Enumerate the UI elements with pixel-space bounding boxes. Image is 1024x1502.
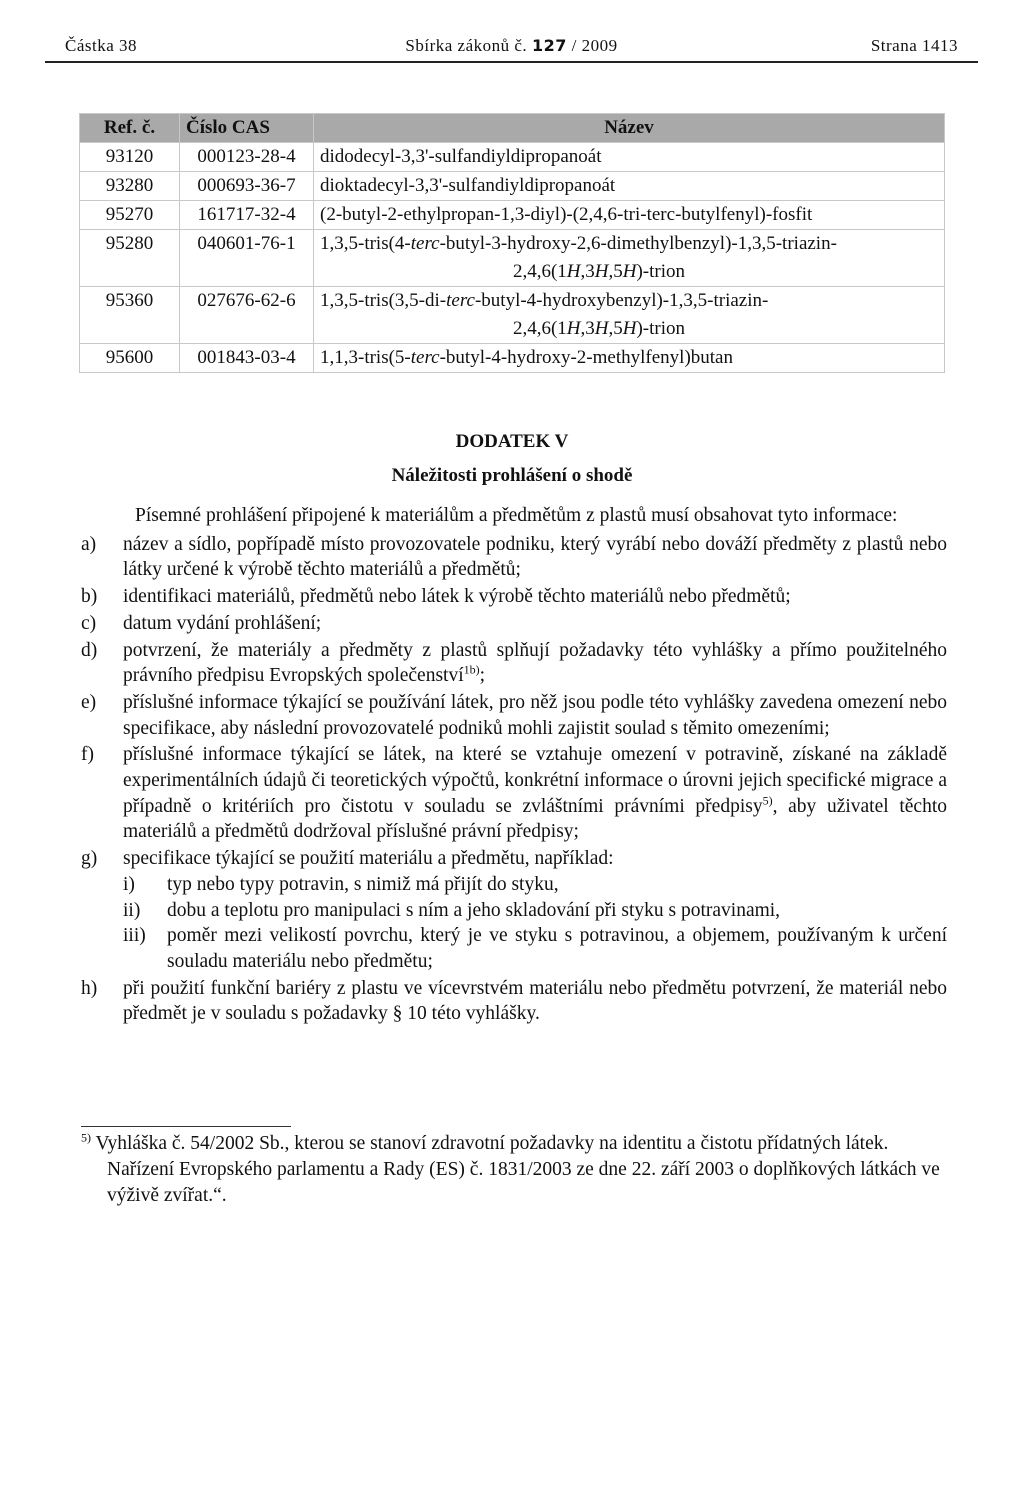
name-part: ,5 [608, 318, 623, 339]
cas-cell: 027676-62-6 [180, 287, 314, 344]
name-part: ,3 [580, 318, 595, 339]
name-part: 1,3,5-tris(3,5-di- [320, 290, 447, 311]
ref-cell: 95270 [80, 201, 180, 230]
name-italic: terc [410, 233, 440, 254]
footnote-rule [81, 1126, 291, 1127]
name-part: 2,4,6(1 [512, 318, 567, 339]
name-italic: H [594, 318, 609, 339]
name-cell [314, 344, 945, 373]
item-text: příslušné informace týkající se používání látek, pro něž jsou podle této vyhlášky zavedena omezení nebo specifikace, aby následní provozovatelé podniků mohli zajistit soulad s těmito omezeními; [123, 691, 947, 739]
ref-cell: 93280 [80, 172, 180, 201]
page-header [45, 32, 978, 62]
header-year: / 2009 [571, 36, 618, 55]
name-part: 1,3,5-tris(4- [320, 233, 411, 254]
header-part-number: Částka 38 [65, 36, 138, 55]
table-header-row [80, 114, 945, 143]
intro-paragraph: Písemné prohlášení připojené k materiálům a předmětům z plastů musí obsahovat tyto informace: [135, 505, 898, 526]
item-text: identifikaci materiálů, předmětů nebo látek k výrobě těchto materiálů nebo předmětů; [123, 586, 791, 608]
list-item [81, 976, 947, 1027]
item-text: datum vydání prohlášení; [123, 612, 322, 634]
cas-cell: 161717-32-4 [180, 201, 314, 230]
name-part: )-trion [636, 318, 686, 339]
table-row [80, 201, 945, 230]
table-row [80, 172, 945, 201]
item-label: a) [81, 533, 97, 555]
item-label: b) [81, 586, 98, 608]
header-collection [45, 36, 978, 56]
item-label: g) [81, 848, 98, 870]
sub-list-item [123, 872, 947, 898]
item-label: h) [81, 977, 98, 999]
name-cell: dioktadecyl-3,3'-sulfandiyldipropanoát [314, 172, 945, 201]
sub-list-item [123, 923, 947, 974]
header-rule [45, 61, 978, 63]
cas-cell: 001843-03-4 [180, 344, 314, 373]
name-italic: H [622, 261, 637, 282]
footnote-text-2: Nařízení Evropského parlamentu a Rady (ES) č. 1831/2003 ze dne 22. září 2003 o doplňkových látkách ve výživě zvířat.“. [107, 1159, 940, 1206]
header-page-number: Strana 1413 [870, 36, 958, 55]
appendix-title: DODATEK V [455, 431, 569, 452]
ref-cell: 93120 [80, 143, 180, 172]
name-part: ,3 [580, 261, 595, 282]
name-part: )-trion [636, 261, 686, 282]
column-header-cas: Číslo CAS [180, 114, 314, 143]
item-tail: , aby uživatel těchto materiálů a předmětů dodržoval příslušné právní předpisy; [123, 795, 947, 843]
list-item [81, 584, 947, 610]
sub-item-text: dobu a teplotu pro manipulaci s ním a jeho skladování při styku s potravinami, [167, 899, 781, 921]
name-part: 2,4,6(1 [512, 261, 567, 282]
ref-cell: 95600 [80, 344, 180, 373]
item-label: f) [81, 744, 94, 766]
item-tail: ; [479, 665, 486, 687]
sub-item-text: typ nebo typy potravin, s nimiž má přijít do styku, [167, 873, 559, 895]
table-row [80, 143, 945, 172]
item-label: e) [81, 691, 97, 713]
footnote-line [81, 1157, 947, 1209]
name-italic: terc [446, 290, 475, 311]
appendix-subtitle: Náležitosti prohlášení o shodě [391, 465, 633, 486]
header-law-number: 127 [531, 36, 567, 55]
sub-item-label: iii) [123, 925, 146, 947]
name-italic: H [566, 318, 581, 339]
list-item [81, 611, 947, 637]
column-header-ref: Ref. č. [80, 114, 180, 143]
column-header-name: Název [314, 114, 945, 143]
substance-table [79, 113, 945, 373]
list-item [81, 532, 947, 583]
list-item [81, 690, 947, 741]
item-text: potvrzení, že materiály a předměty z plastů splňují požadavky této vyhlášky a přímo použitelného právního předpisu Evropských společenství [123, 639, 947, 687]
name-cell: didodecyl-3,3'-sulfandiyldipropanoát [314, 143, 945, 172]
name-cell [314, 230, 945, 287]
header-collection-prefix: Sbírka zákonů č. [405, 36, 528, 55]
name-second-line [320, 258, 938, 286]
item-label: c) [81, 612, 97, 634]
table-row [80, 287, 945, 344]
ref-cell: 95360 [80, 287, 180, 344]
name-part: 1,1,3-tris(5- [320, 347, 411, 368]
sub-list-item [123, 898, 947, 924]
footnote-marker: 5) [81, 1130, 91, 1145]
list-item [81, 846, 947, 975]
cas-cell: 040601-76-1 [180, 230, 314, 287]
item-text: při použití funkční bariéry z plastu ve vícevrstvém materiálu nebo předmětu potvrzení, že materiál nebo předmět je v souladu s požadavky § 10 této vyhlášky. [123, 977, 947, 1025]
name-part: -butyl-4-hydroxybenzyl)-1,3,5-triazin- [474, 290, 769, 311]
footnote-line [81, 1131, 947, 1157]
name-part: ,5 [608, 261, 623, 282]
cas-cell: 000693-36-7 [180, 172, 314, 201]
name-italic: terc [410, 347, 440, 368]
name-cell [314, 287, 945, 344]
name-italic: H [622, 318, 637, 339]
item-text: příslušné informace týkající se látek, na které se vztahuje omezení v potravině, získané na základě experimentálních údajů či teoretických výpočtů, konkrétní informace o úrovni jejich specifické migrace a případně o kritériích pro čistotu v souladu se zvláštními právními předpisy [123, 744, 947, 817]
name-second-line [320, 315, 938, 343]
name-italic: H [594, 261, 609, 282]
sub-item-text: poměr mezi velikostí povrchu, který je ve styku s potravinou, a objemem, používaným k určení souladu materiálu nebo předmětu; [167, 925, 947, 972]
appendix-body [81, 503, 947, 1028]
name-part: -butyl-3-hydroxy-2,6-dimethylbenzyl)-1,3,5-triazin- [439, 233, 837, 254]
sub-item-label: ii) [123, 899, 141, 921]
item-text: název a sídlo, popřípadě místo provozovatele podniku, který vyrábí nebo dováží předměty z plastů nebo látky určené k výrobě těchto materiálů a předmětů; [123, 533, 947, 581]
name-part: -butyl-4-hydroxy-2-methylfenyl)butan [439, 347, 733, 368]
list-item [81, 638, 947, 689]
footnote [81, 1131, 947, 1209]
cas-cell: 000123-28-4 [180, 143, 314, 172]
sub-item-label: i) [123, 873, 135, 895]
name-italic: H [566, 261, 581, 282]
name-cell: (2-butyl-2-ethylpropan-1,3-diyl)-(2,4,6-tri-terc-butylfenyl)-fosfit [314, 201, 945, 230]
footnote-ref: 1b) [463, 662, 480, 677]
ref-cell: 95280 [80, 230, 180, 287]
table-row [80, 344, 945, 373]
item-label: d) [81, 639, 98, 661]
table-row [80, 230, 945, 287]
footnote-text-1: Vyhláška č. 54/2002 Sb., kterou se stanoví zdravotní požadavky na identitu a čistotu přídatných látek. [95, 1133, 889, 1154]
footnote-ref: 5) [762, 793, 773, 808]
item-text: specifikace týkající se použití materiálu a předmětu, například: [123, 848, 614, 870]
list-item [81, 742, 947, 845]
